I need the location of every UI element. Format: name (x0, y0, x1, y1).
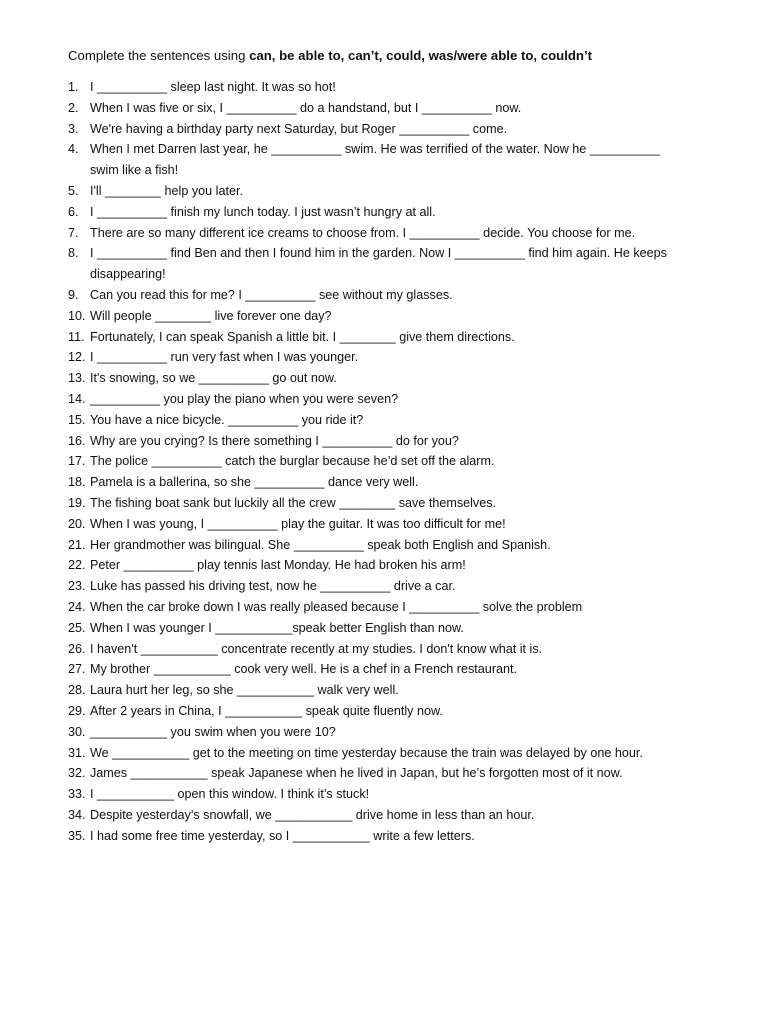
exercise-number: 18. (68, 475, 86, 490)
exercise-sentence (90, 181, 748, 202)
exercise-item (68, 202, 748, 223)
exercise-item (68, 181, 748, 202)
exercise-number: 21. (68, 537, 86, 552)
exercise-number: 34. (68, 807, 86, 822)
sentence-line: Can you read this for me? I __________ see without my glasses. (90, 287, 453, 302)
exercise-sentence (90, 576, 748, 597)
sentence-line: I haven't ___________ concentrate recently at my studies. I don't know what it is. (90, 641, 543, 656)
sentence-line: I __________ run very fast when I was younger. (90, 350, 359, 365)
sentence-line: I __________ find Ben and then I found him in the garden. Now I __________ find him again. He keeps (90, 246, 667, 261)
exercise-sentence (90, 805, 748, 826)
exercise-item (68, 139, 748, 181)
exercise-sentence (90, 306, 748, 327)
exercise-sentence (90, 493, 748, 514)
exercise-sentence (90, 285, 748, 306)
exercise-number: 22. (68, 558, 86, 573)
exercise-number: 15. (68, 412, 86, 427)
exercise-item (68, 368, 748, 389)
exercise-item (68, 555, 748, 576)
exercise-number: 33. (68, 787, 86, 802)
sentence-line: We ___________ get to the meeting on time yesterday because the train was delayed by one hour. (90, 745, 643, 760)
instructions-bold-terms: can, be able to, can’t, could, was/were able to, couldn’t (249, 48, 593, 63)
sentence-line: When the car broke down I was really pleased because I __________ solve the problem (90, 599, 583, 614)
exercise-sentence (90, 327, 748, 348)
exercise-sentence (90, 202, 748, 223)
exercise-item (68, 306, 748, 327)
exercise-number: 1. (68, 80, 79, 94)
sentence-line: I __________ sleep last night. It was so hot! (90, 80, 336, 94)
exercise-item (68, 514, 748, 535)
exercise-number: 6. (68, 204, 79, 219)
exercise-item (68, 472, 748, 493)
sentence-line: Luke has passed his driving test, now he __________ drive a car. (90, 579, 456, 594)
exercise-sentence (90, 639, 748, 660)
exercise-number: 30. (68, 724, 86, 739)
sentence-line: James ___________ speak Japanese when he lived in Japan, but he’s forgotten most of it now. (90, 766, 623, 781)
exercise-sentence (90, 618, 748, 639)
exercise-number: 12. (68, 350, 86, 365)
exercise-number: 28. (68, 683, 86, 698)
exercise-sentence (90, 701, 748, 722)
exercise-sentence (90, 514, 748, 535)
exercise-number: 7. (68, 225, 79, 240)
exercise-number: 4. (68, 142, 79, 157)
sentence-line: I ___________ open this window. I think it’s stuck! (90, 787, 370, 802)
exercise-number: 25. (68, 620, 86, 635)
exercise-sentence (90, 555, 748, 576)
exercise-number: 27. (68, 662, 86, 677)
exercise-sentence (90, 223, 748, 244)
exercise-item (68, 680, 748, 701)
exercise-number: 32. (68, 766, 86, 781)
sentence-line: The fishing boat sank but luckily all the crew ________ save themselves. (90, 495, 497, 510)
exercise-number: 13. (68, 371, 86, 386)
exercise-item (68, 98, 748, 119)
exercise-sentence (90, 368, 748, 389)
exercise-item (68, 347, 748, 368)
exercise-number: 23. (68, 579, 86, 594)
sentence-line: It's snowing, so we __________ go out now. (90, 371, 337, 386)
sentence-line: Fortunately, I can speak Spanish a little bit. I ________ give them directions. (90, 329, 515, 344)
sentence-line: disappearing! (90, 267, 166, 282)
exercise-item (68, 389, 748, 410)
exercise-number: 9. (68, 287, 79, 302)
exercise-item (68, 535, 748, 556)
exercise-item (68, 431, 748, 452)
worksheet-instructions (68, 47, 748, 65)
exercise-sentence (90, 389, 748, 410)
exercise-sentence (90, 784, 748, 805)
exercise-item (68, 826, 748, 847)
sentence-line: Peter __________ play tennis last Monday. He had broken his arm! (90, 558, 466, 573)
exercise-sentence (90, 659, 748, 680)
exercise-item (68, 659, 748, 680)
exercise-sentence (90, 597, 748, 618)
exercise-sentence (90, 98, 748, 119)
exercise-item (68, 701, 748, 722)
exercise-sentence (90, 722, 748, 743)
exercise-item (68, 243, 748, 285)
sentence-line: My brother ___________ cook very well. He is a chef in a French restaurant. (90, 662, 518, 677)
exercise-item (68, 451, 748, 472)
exercise-sentence (90, 431, 748, 452)
sentence-line: Laura hurt her leg, so she ___________ walk very well. (90, 683, 399, 698)
sentence-line: When I was younger I ___________speak better English than now. (90, 620, 464, 635)
sentence-line: We're having a birthday party next Saturday, but Roger __________ come. (90, 121, 508, 136)
exercise-sentence (90, 451, 748, 472)
sentence-line: ___________ you swim when you were 10? (90, 724, 336, 739)
exercise-sentence (90, 347, 748, 368)
exercise-item (68, 493, 748, 514)
exercise-number: 24. (68, 599, 86, 614)
sentence-line: The police __________ catch the burglar because he’d set off the alarm. (90, 454, 495, 469)
exercise-number: 16. (68, 433, 86, 448)
exercise-item (68, 77, 748, 98)
exercise-item (68, 597, 748, 618)
exercise-number: 26. (68, 641, 86, 656)
exercise-number: 3. (68, 121, 79, 136)
exercise-sentence (90, 680, 748, 701)
exercise-item (68, 639, 748, 660)
exercise-sentence (90, 743, 748, 764)
exercise-item (68, 285, 748, 306)
exercise-number: 10. (68, 308, 86, 323)
sentence-line: I __________ finish my lunch today. I just wasn’t hungry at all. (90, 204, 436, 219)
sentence-line: Pamela is a ballerina, so she __________ dance very well. (90, 475, 419, 490)
exercise-number: 35. (68, 828, 86, 843)
exercise-sentence (90, 472, 748, 493)
sentence-line: When I was five or six, I __________ do a handstand, but I __________ now. (90, 100, 522, 115)
sentence-line: Despite yesterday’s snowfall, we ___________ drive home in less than an hour. (90, 807, 535, 822)
exercise-sentence (90, 826, 748, 847)
exercise-sentence (90, 535, 748, 556)
sentence-line: There are so many different ice creams to choose from. I __________ decide. You choose for me. (90, 225, 636, 240)
exercise-item (68, 119, 748, 140)
exercise-item (68, 784, 748, 805)
exercise-item (68, 576, 748, 597)
sentence-line: I'll ________ help you later. (90, 183, 243, 198)
sentence-line: Her grandmother was bilingual. She __________ speak both English and Spanish. (90, 537, 551, 552)
sentence-line: Why are you crying? Is there something I __________ do for you? (90, 433, 459, 448)
sentence-line: __________ you play the piano when you were seven? (90, 391, 399, 406)
exercise-number: 8. (68, 246, 79, 261)
exercise-number: 31. (68, 745, 86, 760)
sentence-line: When I met Darren last year, he __________ swim. He was terrified of the water. Now he __________ (90, 142, 660, 157)
exercise-sentence (90, 410, 748, 431)
exercise-number: 14. (68, 391, 86, 406)
exercise-item (68, 722, 748, 743)
instructions-prefix: Complete the sentences using (68, 48, 250, 63)
exercise-number: 29. (68, 703, 86, 718)
exercise-number: 19. (68, 495, 86, 510)
sentence-line: When I was young, I __________ play the guitar. It was too difficult for me! (90, 516, 506, 531)
exercise-list (68, 77, 748, 846)
exercise-sentence (90, 763, 748, 784)
sentence-line: swim like a fish! (90, 163, 179, 178)
exercise-item (68, 743, 748, 764)
exercise-sentence (90, 119, 748, 140)
exercise-number: 17. (68, 454, 86, 469)
exercise-item (68, 410, 748, 431)
exercise-item (68, 223, 748, 244)
sentence-line: After 2 years in China, I ___________ speak quite fluently now. (90, 703, 443, 718)
exercise-item (68, 618, 748, 639)
exercise-item (68, 805, 748, 826)
exercise-number: 11. (68, 329, 85, 344)
exercise-number: 2. (68, 100, 79, 115)
exercise-item (68, 327, 748, 348)
exercise-sentence (90, 139, 748, 181)
exercise-number: 5. (68, 183, 79, 198)
exercise-sentence (90, 77, 748, 98)
sentence-line: Will people ________ live forever one day? (90, 308, 332, 323)
sentence-line: I had some free time yesterday, so I ___________ write a few letters. (90, 828, 475, 843)
exercise-number: 20. (68, 516, 86, 531)
exercise-item (68, 763, 748, 784)
sentence-line: You have a nice bicycle. __________ you ride it? (90, 412, 364, 427)
exercise-sentence (90, 243, 748, 285)
